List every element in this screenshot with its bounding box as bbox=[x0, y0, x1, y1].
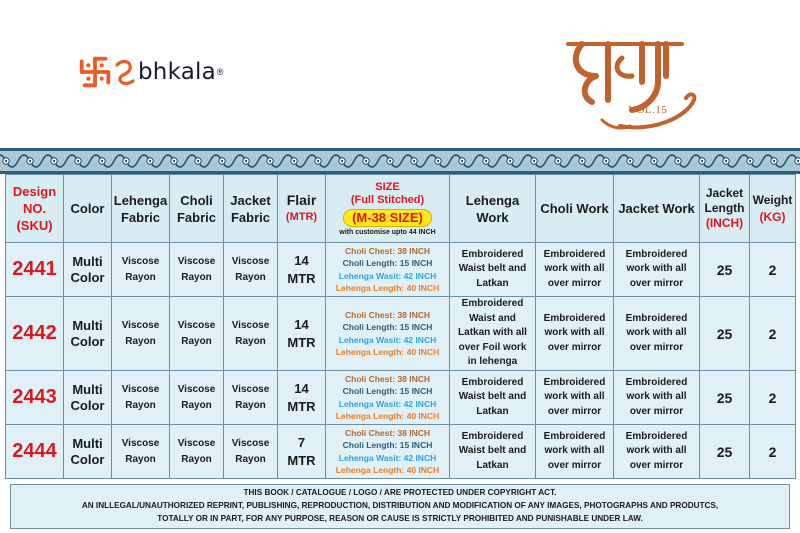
sku-value: 2442 bbox=[12, 322, 57, 344]
cell-line: Multi bbox=[72, 317, 103, 333]
header-jacket-work bbox=[614, 175, 700, 243]
cell-line: Rayon bbox=[235, 335, 266, 347]
shubhkala-logo bbox=[76, 50, 224, 94]
table-row bbox=[6, 243, 796, 297]
lehenga-length: Lehenga Length: 40 INCH bbox=[335, 347, 440, 357]
cell-line: work with all bbox=[544, 445, 605, 457]
jacket-length-value: 25 bbox=[716, 443, 733, 460]
sku-cell bbox=[6, 425, 64, 479]
cell-line: Rayon bbox=[235, 271, 266, 283]
header-choli-fabric bbox=[170, 175, 224, 243]
logo-text: bhkala bbox=[138, 59, 216, 85]
registered-mark: ® bbox=[216, 67, 224, 77]
header-label-line: Flair bbox=[286, 191, 317, 208]
sku-value: 2443 bbox=[12, 386, 57, 408]
cell-line: Waist and bbox=[469, 312, 516, 324]
jacket-length-value: 25 bbox=[716, 261, 733, 278]
cell-line: Embroidered bbox=[625, 248, 688, 260]
choli-length: Choli Length: 15 INCH bbox=[342, 440, 433, 450]
header-label-line: Work bbox=[476, 209, 509, 225]
header-design-line: NO. bbox=[22, 201, 47, 216]
cell-line: MTR bbox=[287, 398, 316, 414]
cell-line: Embroidered bbox=[543, 312, 606, 324]
header-label: Choli Work bbox=[540, 201, 609, 216]
header-unit: (INCH) bbox=[705, 216, 744, 230]
color-cell bbox=[64, 371, 112, 425]
header-flair bbox=[278, 175, 326, 243]
cell-line: MTR bbox=[287, 270, 316, 286]
cell-line: Viscose bbox=[121, 255, 160, 267]
jacket-fabric-cell bbox=[224, 425, 278, 479]
header-label-line: Weight bbox=[752, 192, 793, 207]
header-design-no bbox=[6, 175, 64, 243]
jacket-length-cell bbox=[700, 425, 750, 479]
size-cell bbox=[326, 243, 450, 297]
size-cell bbox=[326, 425, 450, 479]
weight-value: 2 bbox=[768, 389, 777, 406]
cell-line: 7 bbox=[297, 434, 306, 450]
cell-line: over mirror bbox=[629, 459, 684, 471]
cell-line: Rayon bbox=[125, 335, 156, 347]
jacket-fabric-cell bbox=[224, 243, 278, 297]
cell-line: 14 bbox=[294, 380, 309, 396]
cell-line: Waist belt and bbox=[458, 263, 527, 275]
copyright-notice bbox=[10, 484, 790, 529]
header-choli-work bbox=[536, 175, 614, 243]
cell-line: Rayon bbox=[125, 453, 156, 465]
header-label: Jacket Work bbox=[618, 201, 695, 216]
jacket-work-cell bbox=[614, 425, 700, 479]
choli-chest: Choli Chest: 38 INCH bbox=[344, 373, 430, 384]
cell-line: Embroidered bbox=[625, 312, 688, 324]
weight-cell bbox=[750, 371, 796, 425]
cell-line: Embroidered bbox=[543, 376, 606, 388]
header-size-subtitle: (Full Stitched) bbox=[350, 193, 425, 206]
cell-line: work with all bbox=[626, 327, 687, 339]
header-lehenga-fabric bbox=[112, 175, 170, 243]
cell-line: Embroidered bbox=[625, 430, 688, 442]
lehenga-fabric-cell bbox=[112, 297, 170, 371]
jacket-length-cell bbox=[700, 297, 750, 371]
choli-work-cell bbox=[536, 425, 614, 479]
lehenga-fabric-cell bbox=[112, 371, 170, 425]
jacket-fabric-cell bbox=[224, 371, 278, 425]
cell-line: 14 bbox=[294, 252, 309, 268]
choli-length: Choli Length: 15 INCH bbox=[342, 322, 433, 332]
size-cell bbox=[326, 297, 450, 371]
cell-line: Viscose bbox=[177, 255, 216, 267]
sku-cell bbox=[6, 243, 64, 297]
cell-line: MTR bbox=[287, 334, 316, 350]
color-cell bbox=[64, 425, 112, 479]
weight-cell bbox=[750, 243, 796, 297]
header-design-line: Design bbox=[12, 184, 57, 199]
cell-line: work with all bbox=[626, 445, 687, 457]
header-jacket-fabric bbox=[224, 175, 278, 243]
header-label-line: Fabric bbox=[230, 209, 270, 225]
table-row bbox=[6, 425, 796, 479]
header-jacket-length bbox=[700, 175, 750, 243]
cell-line: Viscose bbox=[177, 383, 216, 395]
flair-cell bbox=[278, 425, 326, 479]
header-label-line: Length bbox=[704, 201, 745, 215]
lehenga-length: Lehenga Length: 40 INCH bbox=[335, 465, 440, 475]
cell-line: Latkan bbox=[476, 277, 509, 289]
copyright-line: AN INLLEGAL/UNAUTHORIZED REPRINT, PUBLISHING, REPRODUCTION, DISTRIBUTION AND MODIFICATION OF ANY IMAGES, PHOTOGRAPHS AND PRODUTCS, bbox=[81, 501, 719, 510]
flair-cell bbox=[278, 297, 326, 371]
cell-line: Viscose bbox=[231, 255, 270, 267]
cell-line: Multi bbox=[72, 435, 103, 451]
jacket-work-cell bbox=[614, 371, 700, 425]
cell-line: Embroidered bbox=[543, 248, 606, 260]
cell-line: Viscose bbox=[177, 437, 216, 449]
cell-line: Viscose bbox=[177, 319, 216, 331]
header-weight bbox=[750, 175, 796, 243]
weight-value: 2 bbox=[768, 261, 777, 278]
cell-line: Color bbox=[70, 333, 105, 349]
header-color bbox=[64, 175, 112, 243]
cell-line: Embroidered bbox=[461, 298, 524, 310]
cell-line: Color bbox=[70, 451, 105, 467]
sku-cell bbox=[6, 297, 64, 371]
flair-cell bbox=[278, 371, 326, 425]
swastik-icon bbox=[76, 53, 114, 91]
cell-line: over mirror bbox=[629, 341, 684, 353]
choli-chest: Choli Chest: 38 INCH bbox=[344, 427, 430, 438]
cell-line: Embroidered bbox=[461, 376, 524, 388]
cell-line: over Foil work bbox=[458, 341, 527, 353]
lehenga-work-cell bbox=[450, 297, 536, 371]
cell-line: Viscose bbox=[231, 437, 270, 449]
cell-line: over mirror bbox=[547, 459, 602, 471]
sku-cell bbox=[6, 371, 64, 425]
lehenga-waist: Lehenga Wasit: 42 INCH bbox=[338, 398, 437, 409]
choli-fabric-cell bbox=[170, 243, 224, 297]
cell-line: Color bbox=[70, 397, 105, 413]
shu-glyph-icon bbox=[114, 57, 136, 87]
cell-line: Viscose bbox=[231, 319, 270, 331]
lehenga-work-cell bbox=[450, 371, 536, 425]
cell-line: work with all bbox=[626, 263, 687, 275]
raas-brand-logo bbox=[562, 36, 702, 136]
cell-line: Rayon bbox=[181, 453, 212, 465]
flair-cell bbox=[278, 243, 326, 297]
header-lehenga-work bbox=[450, 175, 536, 243]
choli-work-cell bbox=[536, 297, 614, 371]
cell-line: work with all bbox=[544, 391, 605, 403]
catalogue-table bbox=[5, 174, 795, 479]
cell-line: 14 bbox=[294, 316, 309, 332]
header-row bbox=[6, 175, 796, 243]
header-size-note: with customise upto 44 INCH bbox=[339, 228, 436, 236]
color-cell bbox=[64, 297, 112, 371]
cell-line: Rayon bbox=[235, 399, 266, 411]
cell-line: Rayon bbox=[235, 453, 266, 465]
cell-line: Rayon bbox=[181, 335, 212, 347]
choli-fabric-cell bbox=[170, 425, 224, 479]
header-label-line: Choli bbox=[180, 192, 213, 208]
header-unit: (KG) bbox=[759, 209, 786, 224]
choli-work-cell bbox=[536, 371, 614, 425]
cell-line: over mirror bbox=[629, 405, 684, 417]
cell-line: Color bbox=[70, 269, 105, 285]
jacket-length-value: 25 bbox=[716, 389, 733, 406]
choli-work-cell bbox=[536, 243, 614, 297]
decorative-border bbox=[0, 148, 800, 174]
cell-line: work with all bbox=[626, 391, 687, 403]
cell-line: over mirror bbox=[629, 277, 684, 289]
header-label-line: Jacket bbox=[230, 192, 271, 208]
weight-cell bbox=[750, 425, 796, 479]
cell-line: over mirror bbox=[547, 277, 602, 289]
cell-line: in lehenga bbox=[467, 356, 518, 368]
cell-line: Rayon bbox=[125, 399, 156, 411]
cell-line: Viscose bbox=[121, 319, 160, 331]
cell-line: Waist belt and bbox=[458, 445, 527, 457]
header-design-line: (SKU) bbox=[16, 218, 53, 233]
pattern-ornament bbox=[0, 148, 800, 174]
sku-value: 2444 bbox=[12, 440, 57, 462]
choli-length: Choli Length: 15 INCH bbox=[342, 386, 433, 396]
header-size-title: SIZE bbox=[375, 180, 400, 193]
lehenga-work-cell bbox=[450, 425, 536, 479]
choli-fabric-cell bbox=[170, 297, 224, 371]
header-flair-unit: (MTR) bbox=[285, 210, 318, 223]
jacket-work-cell bbox=[614, 297, 700, 371]
cell-line: Multi bbox=[72, 381, 103, 397]
cell-line: work with all bbox=[544, 327, 605, 339]
cell-line: MTR bbox=[287, 452, 316, 468]
cell-line: Waist belt and bbox=[458, 391, 527, 403]
cell-line: Multi bbox=[72, 253, 103, 269]
header-color-label: Color bbox=[70, 201, 105, 216]
header-size bbox=[326, 175, 450, 243]
lehenga-work-cell bbox=[450, 243, 536, 297]
cell-line: Embroidered bbox=[461, 248, 524, 260]
choli-chest: Choli Chest: 38 INCH bbox=[344, 245, 430, 256]
table-row bbox=[6, 371, 796, 425]
cell-line: Embroidered bbox=[543, 430, 606, 442]
lehenga-waist: Lehenga Wasit: 42 INCH bbox=[338, 270, 437, 281]
size-cell bbox=[326, 371, 450, 425]
jacket-length-value: 25 bbox=[716, 325, 733, 342]
lehenga-length: Lehenga Length: 40 INCH bbox=[335, 411, 440, 421]
cell-line: Viscose bbox=[121, 437, 160, 449]
brand-volume: VOL.15 bbox=[628, 104, 668, 116]
cell-line: Latkan bbox=[476, 459, 509, 471]
jacket-length-cell bbox=[700, 371, 750, 425]
cell-line: Embroidered bbox=[461, 430, 524, 442]
lehenga-waist: Lehenga Wasit: 42 INCH bbox=[338, 452, 437, 463]
cell-line: Rayon bbox=[181, 399, 212, 411]
cell-line: Viscose bbox=[231, 383, 270, 395]
lehenga-length: Lehenga Length: 40 INCH bbox=[335, 283, 440, 293]
copyright-line: THIS BOOK / CATALOGUE / LOGO / ARE PROTECTED UNDER COPYRIGHT ACT. bbox=[243, 488, 557, 497]
table-row bbox=[6, 297, 796, 371]
header-label-line: Jacket bbox=[705, 186, 744, 200]
lehenga-waist: Lehenga Wasit: 42 INCH bbox=[338, 334, 437, 345]
choli-length: Choli Length: 15 INCH bbox=[342, 258, 433, 268]
cell-line: Rayon bbox=[181, 271, 212, 283]
weight-value: 2 bbox=[768, 325, 777, 342]
cell-line: Viscose bbox=[121, 383, 160, 395]
cell-line: Rayon bbox=[125, 271, 156, 283]
cell-line: work with all bbox=[544, 263, 605, 275]
jacket-fabric-cell bbox=[224, 297, 278, 371]
header-label-line: Fabric bbox=[120, 209, 160, 225]
lehenga-fabric-cell bbox=[112, 425, 170, 479]
cell-line: Embroidered bbox=[625, 376, 688, 388]
lehenga-fabric-cell bbox=[112, 243, 170, 297]
header-label-line: Lehenga bbox=[465, 192, 520, 208]
weight-value: 2 bbox=[768, 443, 777, 460]
cell-line: Latkan with all bbox=[458, 327, 527, 339]
copyright-line: TOTALLY OR IN PART, FOR ANY PURPOSE, REASON OR CAUSE IS STRICTLY PROHIBITED AND PUNISHABLE UNDER LAW. bbox=[157, 514, 643, 523]
weight-cell bbox=[750, 297, 796, 371]
sku-value: 2441 bbox=[12, 258, 57, 280]
choli-fabric-cell bbox=[170, 371, 224, 425]
header-label-line: Fabric bbox=[176, 209, 216, 225]
cell-line: over mirror bbox=[547, 405, 602, 417]
jacket-length-cell bbox=[700, 243, 750, 297]
header-label-line: Lehenga bbox=[113, 192, 168, 208]
size-badge: (M-38 SIZE) bbox=[343, 209, 432, 227]
choli-chest: Choli Chest: 38 INCH bbox=[344, 309, 430, 320]
cell-line: over mirror bbox=[547, 341, 602, 353]
jacket-work-cell bbox=[614, 243, 700, 297]
cell-line: Latkan bbox=[476, 405, 509, 417]
color-cell bbox=[64, 243, 112, 297]
